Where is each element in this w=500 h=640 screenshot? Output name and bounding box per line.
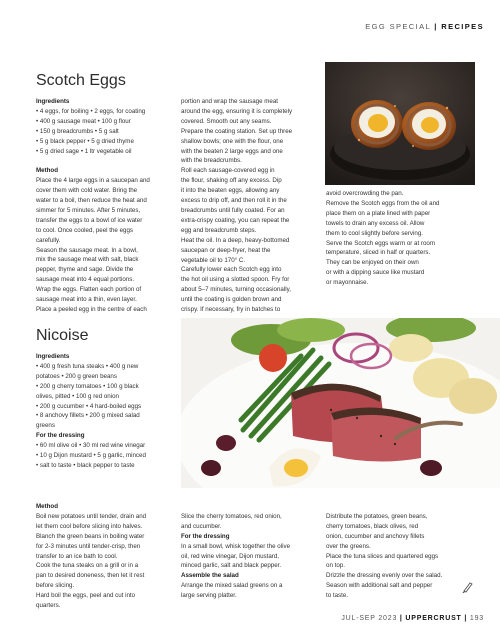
method-line: the flour, shaking off any excess. Dip (181, 177, 282, 185)
section-category: RECIPES (441, 22, 484, 31)
method-line: Hard boil the eggs, peel and cut into (36, 592, 136, 600)
method-line: Heat the oil. In a deep, heavy-bottomed (181, 236, 290, 244)
method-line: Boil new potatoes until tender, drain and (36, 512, 147, 520)
method-line: temperature, sliced in half or quarters. (326, 249, 431, 257)
method-line: quarters. (36, 602, 61, 610)
method-line: or mayonnaise. (326, 279, 369, 287)
method-line: cherry tomatoes, black olives, red (326, 522, 419, 530)
scotch-eggs-illustration (325, 62, 475, 185)
method-line: In a small bowl, whisk together the olive (181, 542, 291, 550)
ingredient-line: • 5 g black pepper • 5 g dried thyme (36, 137, 134, 145)
method-line: before slicing. (36, 582, 75, 590)
scotch-eggs-photo (325, 62, 475, 185)
method-line: Place the 4 large eggs in a saucepan and (36, 177, 150, 185)
ingredients-heading: Ingredients (36, 353, 70, 360)
method-line: Arrange the mixed salad greens on a (181, 582, 283, 590)
method-line: Slice the cherry tomatoes, red onion, (181, 512, 282, 520)
assemble-step-heading: Assemble the salad (181, 572, 239, 580)
method-line: cover them with cold water. Bring the (36, 187, 138, 195)
method-line: to taste. (326, 592, 349, 600)
method-line: for 2-3 minutes until tender-crisp, then (36, 542, 141, 550)
method-line: water to a boil, then reduce the heat and (36, 197, 147, 205)
method-line: Carefully lower each Scotch egg into (181, 266, 282, 274)
method-line: place them on a plate lined with paper (326, 209, 431, 217)
method-line: over the greens. (326, 542, 371, 550)
method-line: around the egg, ensuring it is completely (181, 107, 293, 115)
method-line: them to cool slightly before serving. (326, 229, 423, 237)
ingredient-line: potatoes • 200 g green beans (36, 372, 117, 380)
method-line: simmer for 5 minutes. After 5 minutes, (36, 206, 141, 214)
method-line: portion and wrap the sausage meat (181, 98, 278, 105)
method-line: it into the beaten eggs, allowing any (181, 187, 280, 195)
method-line: shallow bowls; one with the flour, one (181, 137, 284, 145)
footer-separator: | (464, 615, 470, 622)
method-line: with the beaten 2 large eggs and one (181, 147, 283, 155)
method-line: excess to drip off, and then roll it in the (181, 197, 287, 205)
recipe-title-nicoise: Nicoise (36, 327, 89, 344)
dressing-line: • 60 ml olive oil • 30 ml red wine vinegar (36, 442, 146, 450)
method-line: onion, cucumber and anchovy fillets (326, 532, 425, 540)
chef-knife-icon (462, 580, 474, 592)
method-line: vegetable oil to 170° C. (181, 256, 246, 264)
nicoise-column-1 (36, 502, 171, 611)
method-line: Distribute the potatoes, green beans, (326, 512, 428, 520)
method-line: extra-crispy coating, you can repeat the (181, 216, 290, 224)
method-line: saucepan or deep-fryer, heat the (181, 246, 271, 254)
ingredient-line: • 8 anchovy fillets • 200 g mixed salad (36, 412, 140, 420)
method-line: Prepare the coating station. Set up three (181, 127, 293, 135)
method-line: oil, red wine vinegar, Dijon mustard, (181, 552, 280, 560)
ingredient-line: olives, pitted • 100 g red onion (36, 392, 120, 400)
ingredient-line: • 200 g cucumber • 4 hard-boiled eggs (36, 402, 142, 410)
method-line: pepper, thyme and sage. Divide the (36, 266, 134, 274)
method-line: avoid overcrowding the pan. (326, 190, 404, 197)
ingredient-line: greens (36, 422, 55, 430)
method-line: egg and breadcrumb steps. (181, 226, 257, 234)
scotch-column-1 (36, 97, 168, 315)
method-line: towels to drain any excess oil. Allow (326, 219, 425, 227)
section-header (365, 22, 484, 31)
method-line: on top. (326, 562, 345, 570)
method-line: Wrap the eggs. Flatten each portion of (36, 286, 142, 294)
section-separator: | (434, 22, 442, 31)
method-line: about 5–7 minutes, turning occasionally, (181, 286, 291, 294)
footer-separator: | (399, 615, 406, 622)
method-line: with the breadcrumbs. (181, 157, 242, 165)
ingredient-line: • 5 g dried sage • 1 ltr vegetable oil (36, 147, 132, 155)
method-line: until the coating is golden brown and (181, 296, 282, 304)
method-line: covered. Smooth out any seams. (181, 117, 272, 125)
page-number: 193 (469, 615, 484, 622)
method-line: mix the sausage meat with salt, black (36, 256, 139, 264)
method-line: Cook the tuna steaks on a grill or in a (36, 562, 139, 570)
method-line: to cool. Once cooled, peel the eggs (36, 226, 134, 234)
ingredient-line: • 150 g breadcrumbs • 5 g salt (36, 127, 119, 135)
method-heading: Method (36, 167, 58, 175)
method-line: or with a dipping sauce like mustard (326, 269, 425, 277)
ingredient-line: • 200 g cherry tomatoes • 100 g black (36, 382, 139, 390)
method-line: transfer the eggs to a bowl of ice water (36, 216, 143, 224)
method-line: crispy. If necessary, fry in batches to (181, 306, 281, 314)
method-line: and cucumber. (181, 522, 222, 530)
method-line: Roll each sausage-covered egg in (181, 167, 275, 175)
method-line: Serve the Scotch eggs warm or at room (326, 239, 436, 247)
magazine-name: UPPERCRUST (405, 615, 462, 622)
method-line: breadcrumbs until fully coated. For an (181, 206, 285, 214)
method-line: They can be enjoyed on their own (326, 259, 419, 267)
issue-date: JUL-SEP 2023 (341, 615, 398, 622)
scotch-column-3 (326, 189, 476, 288)
section-name: EGG SPECIAL (365, 22, 431, 31)
scotch-column-2 (181, 97, 313, 315)
method-line: Season with additional salt and pepper (326, 582, 433, 590)
method-line: Remove the Scotch eggs from the oil and (326, 199, 440, 207)
method-line: Drizzle the dressing evenly over the salad. (326, 572, 443, 580)
method-line: minced garlic, salt and black pepper. (181, 562, 282, 570)
ingredient-line: • 4 eggs, for boiling • 2 eggs, for coating (36, 107, 146, 115)
method-heading: Method (36, 503, 58, 510)
dressing-line: • 10 g Dijon mustard • 5 g garlic, minced (36, 452, 146, 460)
dressing-line: • salt to taste • black pepper to taste (36, 461, 135, 469)
method-line: let them cool before slicing into halves. (36, 522, 143, 530)
method-line: transfer to an ice bath to cool. (36, 552, 118, 560)
method-line: sausage meat into a thin, even layer. (36, 296, 137, 304)
nicoise-salad-illustration (181, 318, 500, 488)
method-line: sausage meat into 4 equal portions. (36, 276, 135, 284)
nicoise-column-2 (181, 502, 316, 601)
method-line: Place the tuna slices and quartered eggs (326, 552, 439, 560)
recipe-title-scotch-eggs: Scotch Eggs (36, 72, 126, 89)
method-line: pan to desired doneness, then let it rest (36, 572, 145, 580)
nicoise-salad-photo (181, 318, 500, 488)
method-line: the hot oil using a slotted spoon. Fry for (181, 276, 290, 284)
ingredient-line: • 400 g sausage meat • 100 g flour (36, 117, 131, 125)
dressing-step-heading: For the dressing (181, 532, 230, 540)
nicoise-column-3 (326, 502, 476, 601)
nicoise-ingredients (36, 352, 168, 471)
method-line: Season the sausage meat. In a bowl, (36, 246, 138, 254)
method-line: Blanch the green beans in boiling water (36, 532, 145, 540)
method-line: large serving platter. (181, 592, 237, 600)
method-line: carefully. (36, 236, 61, 244)
ingredient-line: • 400 g fresh tuna steaks • 400 g new (36, 362, 139, 370)
page-footer (341, 615, 484, 622)
method-line: Place a peeled egg in the centre of each (36, 306, 147, 314)
ingredients-heading: Ingredients (36, 98, 70, 105)
dressing-heading: For the dressing (36, 432, 85, 440)
